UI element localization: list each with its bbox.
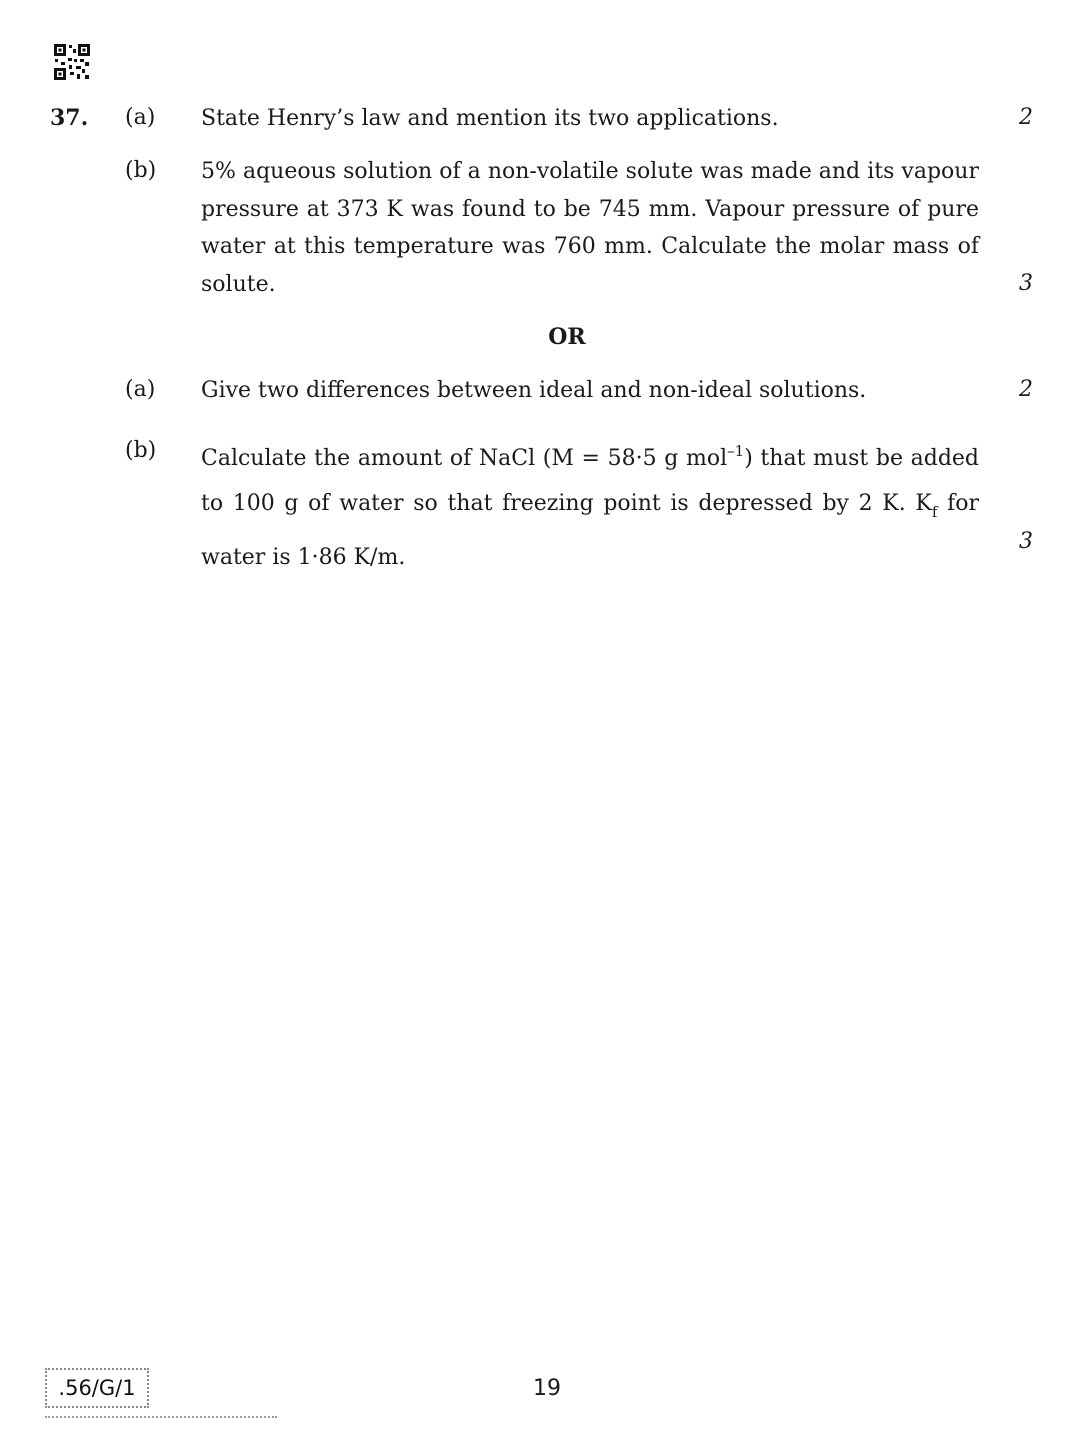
alt-b-subscript: f (931, 503, 938, 521)
part-b-marks: 3 (1019, 271, 1033, 296)
alt-b-text-part1: Calculate the amount of NaCl (M = 58·5 g mol (201, 446, 728, 471)
alt-a-text: Give two differences between ideal and non-ideal solutions. (201, 378, 867, 403)
alt-b-text-part2: ) that must be added to 100 g of water so that freezing point is depressed by 2 K. K (201, 446, 980, 516)
question-number: 37. (50, 105, 89, 131)
paper-code-box (45, 1368, 149, 1408)
footer-dotted-line (45, 1416, 277, 1420)
part-a-label: (a) (125, 105, 156, 130)
part-a-marks: 2 (1019, 105, 1033, 130)
part-a-text: State Henry’s law and mention its two applications. (201, 106, 779, 131)
or-separator: OR (548, 324, 586, 350)
alt-b-superscript: –1 (727, 442, 745, 460)
page-number: 19 (533, 1376, 561, 1401)
paper-code: .56/G/1 (58, 1376, 136, 1400)
alt-b-text (201, 429, 979, 580)
alt-b-marks: 3 (1019, 529, 1033, 554)
part-b-label: (b) (125, 158, 157, 183)
alt-b-label: (b) (125, 438, 157, 463)
part-b-text: 5% aqueous solution of a non-volatile solute was made and its vapour pressure at 373 K was found to be 745 mm. Vapour pressure of pure water at this temperature was 760 mm. Calculate the molar mass of solute. (201, 159, 979, 297)
alt-b-text-part3: for water is 1·86 K/m. (201, 491, 979, 570)
qr-code-icon (54, 44, 90, 80)
alt-a-marks: 2 (1019, 377, 1033, 402)
alt-a-label: (a) (125, 377, 156, 402)
